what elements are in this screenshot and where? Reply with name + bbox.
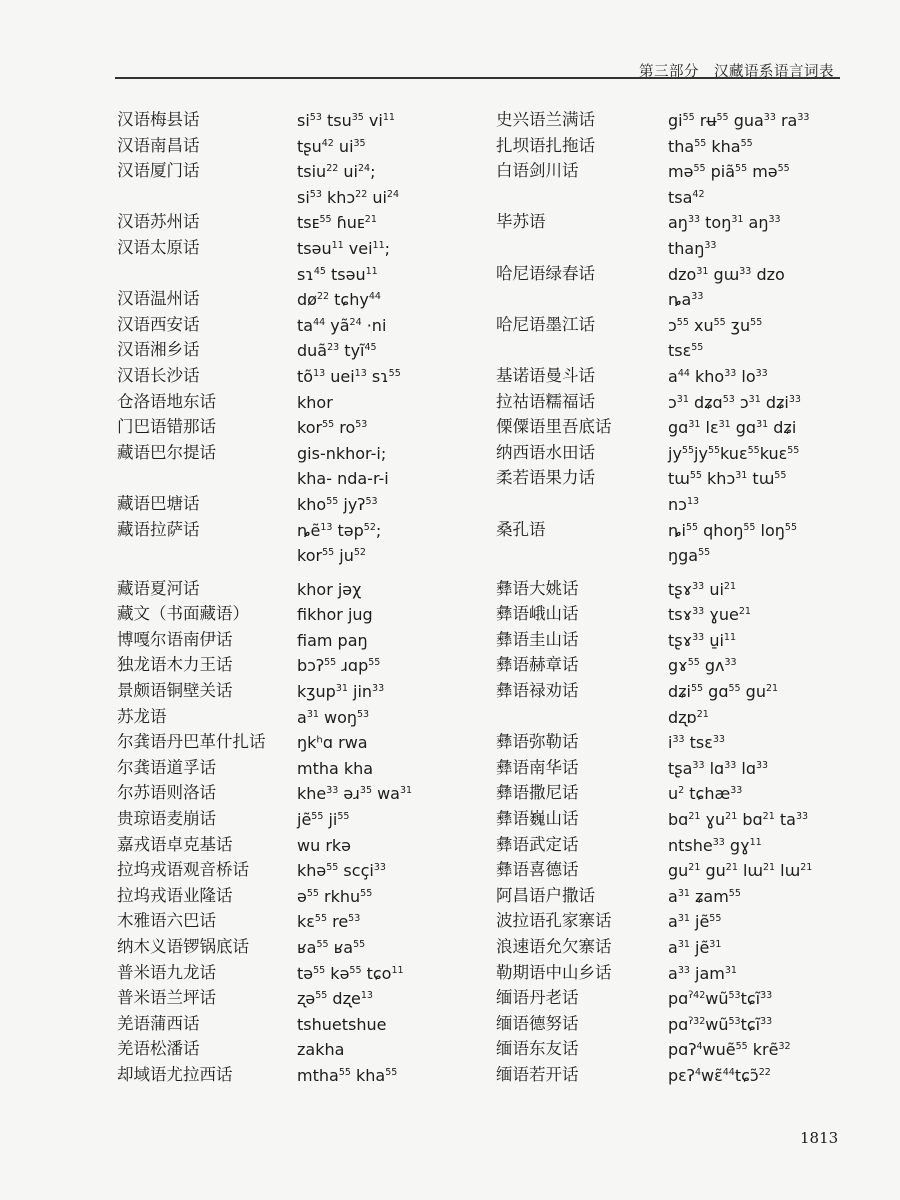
language-name: 毕苏语 [496,212,546,232]
word-entry-row [496,109,841,135]
word-entry-row [117,859,487,885]
language-name: 彝语大姚话 [496,578,579,598]
word-entry-row [496,186,841,212]
language-name: 羌语蒲西话 [117,1013,200,1033]
row-spacer [117,570,487,578]
word-entry-row [117,288,487,314]
right-column [496,109,841,1090]
word-form: kor$^{55}$ $ro^{53}$ [297,418,368,438]
language-name: 汉语温州话 [117,289,200,309]
language-name: 藏语夏河话 [117,578,200,598]
word-form: $si^{53}$ khɔ$^{22}$ $ui^{24}$ [297,187,400,207]
word-form: $i^{33}$ tsɛ$^{33}$ [668,733,725,753]
word-entry-row [117,706,487,732]
word-entry-row [496,885,841,911]
word-entry-row [496,1064,841,1090]
word-entry-row [496,314,841,340]
word-entry-row [496,859,841,885]
word-entry-row [117,578,487,604]
language-name: 拉祜语糯福话 [496,391,595,411]
language-name: 彝语武定话 [496,834,579,854]
word-entry-row [496,782,841,808]
word-entry-row [496,936,841,962]
word-form: $ȵa^{33}$ [668,290,704,310]
page-number: 1813 [800,1129,839,1147]
word-form: dzo$^{31}$ gɯ$^{33}$ dzo [668,264,785,284]
word-form: thaŋ$^{33}$ [668,238,717,258]
language-name: 傈僳语里吾底话 [496,417,612,437]
word-entry-row [117,936,487,962]
word-form: tha$^{55}$ kha$^{55}$ [668,136,753,156]
word-form: $pɑ^{ʔ32}wũ^{53}tɕĩ^{33}$ [668,1014,773,1034]
word-entry-row [496,757,841,783]
word-entry-row [117,237,487,263]
word-entry-row [496,680,841,706]
language-name: 柔若语果力话 [496,468,595,488]
language-name: 汉语南昌话 [117,135,200,155]
language-name: 哈尼语绿春话 [496,263,595,283]
language-name: 却域语尤拉西话 [117,1064,233,1084]
word-form: kor$^{55}$ $ju^{52}$ [297,546,366,566]
word-form: tʂa$^{33}$ lɑ$^{33}$ lɑ$^{33}$ [668,758,769,778]
word-entry-row [496,603,841,629]
word-entry-row [117,1064,487,1090]
word-entry-row [496,467,841,493]
word-form: tshuetshue [297,1014,387,1034]
word-form: tɯ$^{55}$ khɔ$^{31}$ tɯ$^{55}$ [668,469,787,489]
word-form: bɑ$^{21}$ ɣu$^{21}$ bɑ$^{21}$ $ta^{33}$ [668,810,809,830]
word-entry-row [117,544,487,570]
word-entry-row [117,109,487,135]
language-name: 缅语若开话 [496,1064,579,1084]
word-form: $ta^{44}$ $yã^{24} \cdot ni$ [297,315,387,335]
word-entry-row [496,263,841,289]
word-form: ʐə$^{55}$ dʐe$^{13}$ [297,989,373,1009]
language-name: 汉语长沙话 [117,365,200,385]
word-form: tə$^{55}$ kə$^{55}$ tɕo$^{11}$ [297,963,404,983]
word-entry-row [117,962,487,988]
word-form: tsiu$^{22}$ $ui^{24}$; [297,162,376,182]
word-entry-row [496,519,841,545]
word-entry-row [117,680,487,706]
language-name: 汉语太原话 [117,237,200,257]
word-entry-row [496,237,841,263]
language-name: 彝语撒尼话 [496,783,579,803]
word-form: dʑi$^{55}$ gɑ$^{55}$ $gu^{21}$ [668,682,779,702]
word-entry-row [496,629,841,655]
word-entry-row [117,211,487,237]
word-entry-row [117,263,487,289]
language-name: 拉坞戎语业隆话 [117,885,233,905]
word-form: $a^{31}$ woŋ$^{53}$ [297,707,370,727]
word-entry-row [117,391,487,417]
word-form: kha- nda-r-i [297,469,389,489]
left-column [117,109,487,1090]
word-form: mtha$^{55}$ kha$^{55}$ [297,1065,398,1085]
language-name: 藏语拉萨话 [117,519,200,539]
word-form: $pɑ^{ʔ42}wũ^{53}tɕĩ^{33}$ [668,989,773,1009]
word-form: bɔʔ$^{55}$ ɹɑp$^{55}$ [297,656,381,676]
word-form: dʐɒ$^{21}$ [668,707,709,727]
word-form: gis-nkhor-i; [297,443,387,463]
language-name: 彝语圭山话 [496,629,579,649]
word-form: zakha [297,1040,345,1060]
language-name: 尔龚语丹巴革什扎话 [117,732,266,752]
word-form: $a^{31}$ ʑam$^{55}$ [668,886,741,906]
word-entry-row [117,654,487,680]
word-form: pɛʔ$^4$wɛ̃$^{44}$tɕɔ̃$^{22}$ [668,1065,771,1085]
word-entry-row [117,339,487,365]
word-form: $aŋ^{33}$ toŋ$^{31}$ $aŋ^{33}$ [668,213,781,233]
word-entry-row [496,808,841,834]
language-name: 普米语兰坪话 [117,988,216,1008]
word-form: tsəu$^{11}$ vei$^{11}$; [297,238,391,258]
word-entry-row [117,910,487,936]
word-form: tsɤ$^{33}$ ɣue$^{21}$ [668,605,751,625]
word-entry-row [117,135,487,161]
word-form: fikhor jug [297,605,373,625]
word-entry-row [496,211,841,237]
word-form: ɔ$^{31}$ dʑɑ$^{53}$ ɔ$^{31}$ dʑi$^{33}$ [668,392,801,412]
word-form: ə$^{55}$ rkhu$^{55}$ [297,886,373,906]
word-form: $a^{31}$ jẽ$^{55}$ [668,912,722,932]
language-name: 苏龙语 [117,706,167,726]
word-form: ŋga$^{55}$ [668,546,711,566]
word-form: ɔ$^{55}$ $xu^{55}$ ʒu$^{55}$ [668,315,763,335]
word-entry-row [496,731,841,757]
language-name: 彝语赫章话 [496,655,579,675]
word-entry-row [496,1013,841,1039]
word-form: ntshe$^{33}$ gɣ$^{11}$ [668,835,762,855]
word-form: kɛ$^{55}$ $re^{53}$ [297,912,361,932]
word-form: $ȵi^{55}$ qhoŋ$^{55}$ loŋ$^{55}$ [668,520,797,540]
word-form: $tõ^{13}$ uei$^{13}$ sɿ$^{55}$ [297,366,401,386]
word-form: $dø^{22}$ tɕhy$^{44}$ [297,290,381,310]
word-entry-row [496,987,841,1013]
word-entry-row [496,442,841,468]
language-name: 纳木义语锣锅底话 [117,937,249,956]
language-name: 独龙语木力王话 [117,655,233,675]
word-form: fiam paŋ [297,630,368,650]
language-name: 嘉戎语卓克基话 [117,834,233,854]
word-form: $a^{44}$ kho$^{33}$ $lo^{33}$ [668,366,768,386]
word-form: ȵẽ$^{13}$ təp$^{52}$; [297,520,382,540]
language-name: 缅语德努话 [496,1013,579,1033]
word-entry-row [496,962,841,988]
language-name: 汉语苏州话 [117,212,200,232]
language-name: 藏语巴尔提话 [117,442,216,462]
word-form: khə$^{55}$ scçi$^{33}$ [297,861,386,881]
word-entry-row [117,1038,487,1064]
word-form: $u^2$ tɕhæ$^{33}$ [668,784,743,804]
word-form: $gu^{21}$ $gu^{21}$ lɯ$^{21}$ lɯ$^{21}$ [668,861,813,881]
word-entry-row [496,391,841,417]
word-entry-row [496,910,841,936]
word-entry-row [117,629,487,655]
language-name: 勒期语中山乡话 [496,962,612,982]
language-name: 藏文（书面藏语） [117,604,249,624]
word-entry-row [496,1038,841,1064]
language-name: 木雅语六巴话 [117,911,216,931]
language-name: 尔龚语道孚话 [117,757,216,777]
language-name: 缅语丹老话 [496,988,579,1008]
word-entry-row [496,288,841,314]
word-form: tsa$^{42}$ [668,187,705,207]
word-entry-row [496,578,841,604]
word-form: mə$^{55}$ piã$^{55}$ mə$^{55}$ [668,162,790,182]
word-form: mtha kha [297,758,374,778]
word-entry-row [117,1013,487,1039]
word-entry-row [496,706,841,732]
language-name: 藏语巴塘话 [117,493,200,513]
word-entry-row [117,467,487,493]
word-entry-row [496,135,841,161]
word-form: duã$^{23}$ tyĩ$^{45}$ [297,341,377,361]
language-name: 贵琼语麦崩话 [117,809,216,829]
word-form: gɤ$^{55}$ gʌ$^{33}$ [668,656,737,676]
language-name: 浪速语允欠寨话 [496,937,612,956]
word-entry-row [117,442,487,468]
word-form: gɑ$^{31}$ lɛ$^{31}$ gɑ$^{31}$ dʑi [668,418,797,438]
word-entry-row [117,782,487,808]
language-name: 景颇语铜壁关话 [117,681,233,701]
language-name: 彝语喜德话 [496,860,579,880]
language-name: 尔苏语则洛话 [117,783,216,803]
word-entry-row [117,757,487,783]
word-entry-row [496,834,841,860]
language-name: 彝语弥勒话 [496,732,579,752]
word-entry-row [117,416,487,442]
word-form: wu rkə [297,835,351,855]
language-name: 博嘎尔语南伊话 [117,629,233,649]
language-name: 门巴语错那话 [117,417,216,437]
word-form: khor jəχ [297,579,362,599]
word-entry-row [496,160,841,186]
language-name: 仓洛语地东话 [117,391,216,411]
word-form: tsɛ$^{55}$ [668,341,704,361]
word-entry-row [117,987,487,1013]
running-header: 第三部分 汉藏语系语言词表 [639,64,834,80]
word-entry-row [117,160,487,186]
language-name: 缅语东友话 [496,1039,579,1059]
word-entry-row [117,186,487,212]
word-form: khor [297,392,333,412]
word-form: nɔ$^{13}$ [668,494,700,514]
word-form: tʂu$^{42}$ $ui^{35}$ [297,136,366,156]
word-entry-row [496,416,841,442]
language-name: 桑孔语 [496,519,546,539]
word-form: khe$^{33}$ əɹ$^{35}$ $wa^{31}$ [297,784,413,804]
language-name: 基诺语曼斗话 [496,365,595,385]
word-form: $gi^{55}$ rʉ$^{55}$ gua$^{33}$ $ra^{33}$ [668,111,810,130]
language-name: 哈尼语墨江话 [496,314,595,334]
word-entry-row [117,603,487,629]
language-name: 彝语巍山话 [496,809,579,829]
language-name: 纳西语水田话 [496,442,595,462]
word-form: tʂɤ$^{33}$ $ui^{21}$ [668,579,736,599]
language-name: 汉语湘乡话 [117,340,200,360]
word-form: $jy^{55}jy^{55}kuɛ^{55}kuɛ^{55}$ [668,443,800,463]
language-name: 彝语南华话 [496,757,579,777]
word-form: $a^{31}$ jẽ$^{31}$ [668,938,722,957]
word-entry-row [496,339,841,365]
language-name: 史兴语兰满话 [496,110,595,129]
language-name: 汉语西安话 [117,314,200,334]
word-form: jẽ$^{55}$ $ji^{55}$ [297,810,350,830]
word-entry-row [117,493,487,519]
word-form: sɿ$^{45}$ tsəu$^{11}$ [297,264,378,284]
word-entry-row [117,314,487,340]
word-entry-row [117,731,487,757]
language-name: 彝语峨山话 [496,604,579,624]
word-form: ʁa$^{55}$ ʁa$^{55}$ [297,938,366,957]
header-rule [115,77,840,79]
word-form: tsᴇ$^{55}$ ɦuᴇ$^{21}$ [297,213,377,233]
word-entry-row [117,519,487,545]
language-name: 拉坞戎语观音桥话 [117,860,249,880]
language-name: 波拉语孔家寨话 [496,911,612,931]
word-form: $si^{53}$ tsu$^{35}$ $vi^{11}$ [297,111,395,130]
word-form: kho$^{55}$ jyʔ$^{53}$ [297,494,378,514]
word-entry-row [496,654,841,680]
language-name: 普米语九龙话 [117,962,216,982]
language-name: 汉语厦门话 [117,161,200,181]
word-form: kʒup$^{31}$ jin$^{33}$ [297,682,385,702]
word-entry-row [117,885,487,911]
word-entry-row [117,834,487,860]
word-form: $a^{33}$ jam$^{31}$ [668,963,737,983]
word-form: pɑʔ$^4$wuẽ$^{55}$ krẽ$^{32}$ [668,1040,791,1060]
word-entry-row [117,365,487,391]
language-name: 汉语梅县话 [117,110,200,129]
word-entry-row [117,808,487,834]
language-name: 羌语松潘话 [117,1039,200,1059]
language-name: 白语剑川话 [496,161,579,181]
word-entry-row [496,493,841,519]
word-form: tʂɤ$^{33}$ $u̱i^{11}$ [668,630,736,650]
language-name: 阿昌语户撒话 [496,885,595,905]
row-spacer [496,570,841,578]
word-entry-row [496,365,841,391]
word-entry-row [496,544,841,570]
language-name: 扎坝语扎拖话 [496,135,595,155]
word-form: ŋkʰɑ rwa [297,733,368,753]
language-name: 彝语禄劝话 [496,681,579,701]
